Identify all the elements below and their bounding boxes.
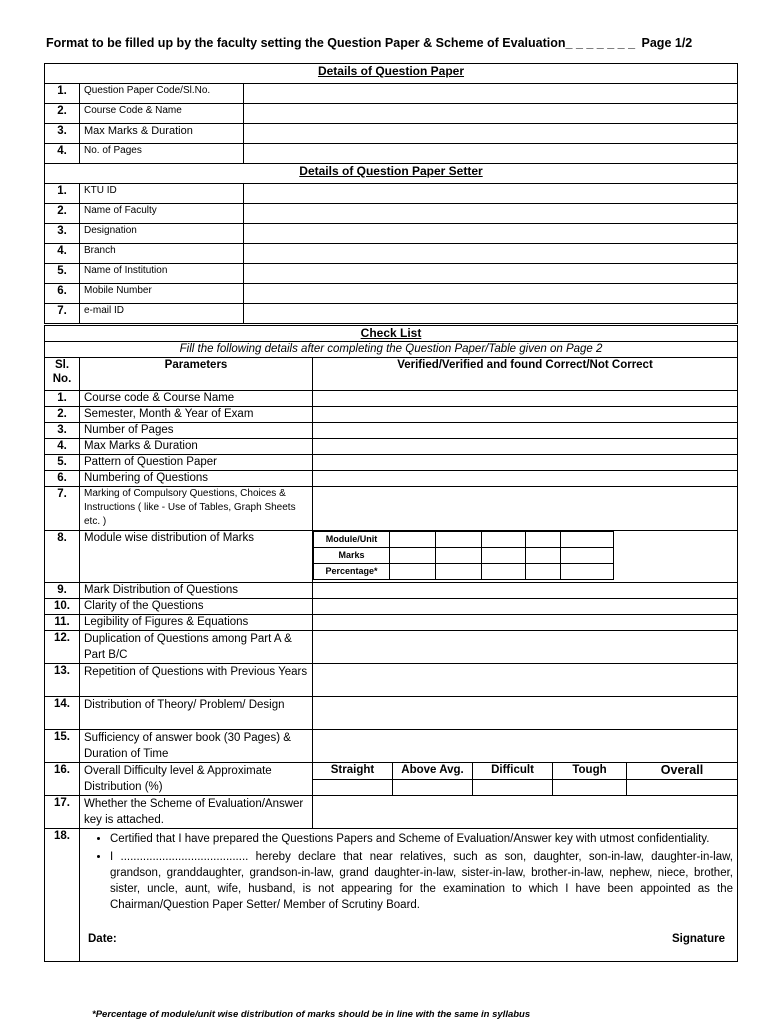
table-row bbox=[45, 304, 738, 324]
setter-details-heading: Details of Question Paper Setter bbox=[45, 164, 738, 184]
percentage-cell[interactable] bbox=[561, 564, 614, 580]
row-number: 14. bbox=[45, 697, 80, 730]
field-label: Name of Institution bbox=[80, 264, 244, 284]
module-unit-label: Module/Unit bbox=[314, 532, 390, 548]
verify-cell[interactable] bbox=[313, 391, 738, 407]
verify-cell[interactable] bbox=[313, 583, 738, 599]
difficulty-straight: Straight bbox=[313, 763, 393, 780]
marks-cell[interactable] bbox=[436, 548, 482, 564]
checklist-heading: Check List bbox=[45, 326, 738, 342]
row-number: 4. bbox=[45, 144, 80, 164]
verify-cell[interactable] bbox=[313, 599, 738, 615]
institution-field[interactable] bbox=[244, 264, 738, 284]
table-row bbox=[45, 763, 738, 780]
email-field[interactable] bbox=[244, 304, 738, 324]
row-number: 18. bbox=[45, 829, 80, 962]
table-row bbox=[45, 697, 738, 730]
verify-cell[interactable] bbox=[313, 664, 738, 697]
overall-value[interactable] bbox=[627, 780, 738, 796]
straight-value[interactable] bbox=[313, 780, 393, 796]
param-label: Mark Distribution of Questions bbox=[80, 583, 313, 599]
details-table bbox=[44, 63, 738, 324]
param-label: Legibility of Figures & Equations bbox=[80, 615, 313, 631]
table-row bbox=[45, 439, 738, 455]
param-label: Repetition of Questions with Previous Years bbox=[80, 664, 313, 697]
table-row bbox=[45, 84, 738, 104]
table-row bbox=[45, 471, 738, 487]
param-label: Overall Difficulty level & Approximate Distribution (%) bbox=[80, 763, 313, 796]
paper-details-heading: Details of Question Paper bbox=[45, 64, 738, 84]
table-row bbox=[45, 391, 738, 407]
verify-cell[interactable] bbox=[313, 487, 738, 531]
row-number: 8. bbox=[45, 531, 80, 583]
field-label: KTU ID bbox=[80, 184, 244, 204]
form-title-text: Format to be filled up by the faculty setting the Question Paper & Scheme of Evaluation_ _ _ _ _ _ _ bbox=[46, 36, 636, 50]
field-label: Mobile Number bbox=[80, 284, 244, 304]
row-number: 1. bbox=[45, 184, 80, 204]
max-marks-duration-field[interactable] bbox=[244, 124, 738, 144]
form-title bbox=[46, 36, 692, 50]
checklist-table bbox=[44, 325, 738, 962]
row-number: 3. bbox=[45, 124, 80, 144]
date-label: Date: bbox=[88, 933, 117, 945]
branch-field[interactable] bbox=[244, 244, 738, 264]
field-label: Course Code & Name bbox=[80, 104, 244, 124]
module-cell[interactable] bbox=[390, 532, 436, 548]
row-number: 2. bbox=[45, 104, 80, 124]
row-number: 12. bbox=[45, 631, 80, 664]
table-row bbox=[45, 599, 738, 615]
table-row bbox=[45, 487, 738, 531]
param-label: Duplication of Questions among Part A & Part B/C bbox=[80, 631, 313, 664]
marks-cell[interactable] bbox=[390, 548, 436, 564]
row-number: 11. bbox=[45, 615, 80, 631]
table-row bbox=[45, 407, 738, 423]
table-row bbox=[45, 244, 738, 264]
row-number: 6. bbox=[45, 284, 80, 304]
table-row bbox=[45, 423, 738, 439]
difficulty-tough: Tough bbox=[553, 763, 627, 780]
table-row bbox=[45, 730, 738, 763]
module-cell[interactable] bbox=[561, 532, 614, 548]
row-number: 3. bbox=[45, 224, 80, 244]
verify-cell[interactable] bbox=[313, 615, 738, 631]
param-label: Marking of Compulsory Questions, Choices & Instructions ( like - Use of Tables, Graph Sheets etc. ) bbox=[80, 487, 313, 531]
difficulty-overall: Overall bbox=[627, 763, 738, 780]
module-distribution-table bbox=[313, 531, 614, 580]
page-number: Page 1/2 bbox=[641, 36, 693, 50]
row-number: 9. bbox=[45, 583, 80, 599]
verify-cell[interactable] bbox=[313, 631, 738, 664]
table-row bbox=[45, 615, 738, 631]
relatives-declaration: • I ........................................ hereby declare that near relatives, such as son, daughter, son-in-law, daughter-in-law, grandson, granddaughter, grandson-in-law, grand daughter-in-law, sister-in-law, brother-in-law, nephew, niece, brother, sister, uncle, aunt, wife, husband, is not appearing for the examination to which I have been appointed as the Chairman/Question Paper Setter/ Member of Scrutiny Board. bbox=[110, 849, 733, 913]
checklist-instruction: Fill the following details after completing the Question Paper/Table given on Page 2 bbox=[45, 342, 738, 358]
row-number: 2. bbox=[45, 407, 80, 423]
tough-value[interactable] bbox=[553, 780, 627, 796]
mobile-number-field[interactable] bbox=[244, 284, 738, 304]
field-label: e-mail ID bbox=[80, 304, 244, 324]
field-label: Name of Faculty bbox=[80, 204, 244, 224]
marks-cell[interactable] bbox=[526, 548, 561, 564]
param-label: Module wise distribution of Marks bbox=[80, 531, 313, 583]
param-label: Clarity of the Questions bbox=[80, 599, 313, 615]
above-avg-value[interactable] bbox=[393, 780, 473, 796]
verify-cell[interactable] bbox=[313, 796, 738, 829]
signature-label: Signature bbox=[671, 933, 725, 945]
row-number: 4. bbox=[45, 439, 80, 455]
module-cell[interactable] bbox=[436, 532, 482, 548]
table-row bbox=[45, 104, 738, 124]
table-row bbox=[45, 264, 738, 284]
marks-cell[interactable] bbox=[561, 548, 614, 564]
percentage-cell[interactable] bbox=[390, 564, 436, 580]
table-row bbox=[45, 124, 738, 144]
marks-cell[interactable] bbox=[482, 548, 526, 564]
verified-header: Verified/Verified and found Correct/Not Correct bbox=[313, 358, 738, 391]
row-number: 13. bbox=[45, 664, 80, 697]
param-label: Whether the Scheme of Evaluation/Answer key is attached. bbox=[80, 796, 313, 829]
percentage-cell[interactable] bbox=[526, 564, 561, 580]
footnote: *Percentage of module/unit wise distribution of marks should be in line with the same in syllabus bbox=[92, 1009, 531, 1020]
percentage-cell[interactable] bbox=[436, 564, 482, 580]
course-code-name-field[interactable] bbox=[244, 104, 738, 124]
certification-statement: • Certified that I have prepared the Questions Papers and Scheme of Evaluation/Answer key with utmost confidentiality. bbox=[110, 831, 733, 847]
row-number: 4. bbox=[45, 244, 80, 264]
declaration-cell bbox=[80, 829, 738, 962]
verify-cell[interactable] bbox=[313, 730, 738, 763]
param-label: Number of Pages bbox=[80, 423, 313, 439]
table-row bbox=[45, 144, 738, 164]
no-of-pages-field[interactable] bbox=[244, 144, 738, 164]
param-label: Semester, Month & Year of Exam bbox=[80, 407, 313, 423]
ktu-id-field[interactable] bbox=[244, 184, 738, 204]
table-row bbox=[45, 664, 738, 697]
row-number: 7. bbox=[45, 487, 80, 531]
module-distribution-cell bbox=[313, 531, 738, 583]
verify-cell[interactable] bbox=[313, 697, 738, 730]
field-label: No. of Pages bbox=[80, 144, 244, 164]
param-label: Max Marks & Duration bbox=[80, 439, 313, 455]
table-row bbox=[45, 531, 738, 583]
difficulty-difficult: Difficult bbox=[473, 763, 553, 780]
row-number: 1. bbox=[45, 391, 80, 407]
table-row bbox=[45, 284, 738, 304]
param-label: Course code & Course Name bbox=[80, 391, 313, 407]
verify-cell[interactable] bbox=[313, 455, 738, 471]
row-number: 3. bbox=[45, 423, 80, 439]
question-paper-code-field[interactable] bbox=[244, 84, 738, 104]
field-label: Question Paper Code/Sl.No. bbox=[80, 84, 244, 104]
percentage-label: Percentage* bbox=[314, 564, 390, 580]
marks-label: Marks bbox=[314, 548, 390, 564]
percentage-cell[interactable] bbox=[482, 564, 526, 580]
designation-field[interactable] bbox=[244, 224, 738, 244]
slno-header: Sl. No. bbox=[45, 358, 80, 391]
row-number: 2. bbox=[45, 204, 80, 224]
table-row bbox=[45, 204, 738, 224]
row-number: 10. bbox=[45, 599, 80, 615]
table-row bbox=[45, 583, 738, 599]
difficulty-above-avg: Above Avg. bbox=[393, 763, 473, 780]
field-label: Branch bbox=[80, 244, 244, 264]
table-row bbox=[45, 184, 738, 204]
module-cell[interactable] bbox=[482, 532, 526, 548]
difficult-value[interactable] bbox=[473, 780, 553, 796]
table-row bbox=[45, 455, 738, 471]
row-number: 7. bbox=[45, 304, 80, 324]
param-label: Distribution of Theory/ Problem/ Design bbox=[80, 697, 313, 730]
faculty-name-field[interactable] bbox=[244, 204, 738, 224]
module-cell[interactable] bbox=[526, 532, 561, 548]
param-label: Sufficiency of answer book (30 Pages) & Duration of Time bbox=[80, 730, 313, 763]
field-label: Designation bbox=[80, 224, 244, 244]
row-number: 1. bbox=[45, 84, 80, 104]
verify-cell[interactable] bbox=[313, 439, 738, 455]
row-number: 5. bbox=[45, 264, 80, 284]
row-number: 17. bbox=[45, 796, 80, 829]
param-label: Numbering of Questions bbox=[80, 471, 313, 487]
verify-cell[interactable] bbox=[313, 423, 738, 439]
field-label: Max Marks & Duration bbox=[80, 124, 244, 144]
table-row bbox=[45, 829, 738, 962]
verify-cell[interactable] bbox=[313, 407, 738, 423]
param-label: Pattern of Question Paper bbox=[80, 455, 313, 471]
row-number: 5. bbox=[45, 455, 80, 471]
row-number: 16. bbox=[45, 763, 80, 796]
table-row bbox=[45, 224, 738, 244]
table-row bbox=[45, 631, 738, 664]
verify-cell[interactable] bbox=[313, 471, 738, 487]
table-row bbox=[45, 796, 738, 829]
parameters-header: Parameters bbox=[80, 358, 313, 391]
row-number: 15. bbox=[45, 730, 80, 763]
row-number: 6. bbox=[45, 471, 80, 487]
